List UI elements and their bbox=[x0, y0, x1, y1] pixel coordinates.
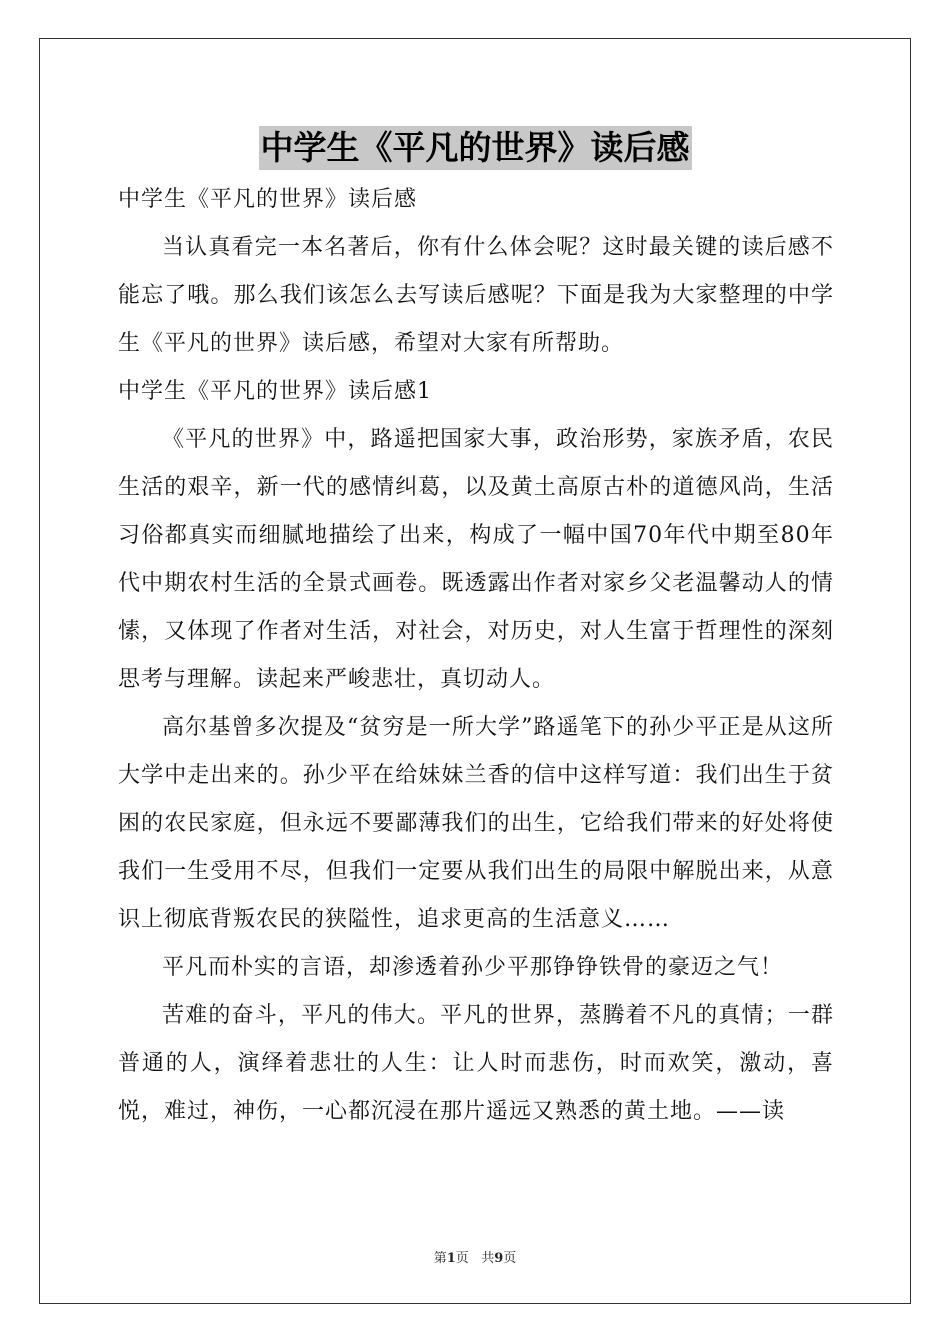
document-title: 中学生《平凡的世界》读后感 bbox=[259, 126, 692, 170]
total-suffix: 页 bbox=[503, 1251, 517, 1266]
body-paragraph: 高尔基曾多次提及“贫穷是一所大学”路遥笔下的孙少平正是从这所大学中走出来的。孙少平在给妹妹兰香的信中这样写道：我们出生于贫困的农民家庭，但永远不要鄙薄我们的出生，它给我们带来的好处将使我们一生受用不尽，但我们一定要从我们出生的局限中解脱出来，从意识上彻底背叛农民的狭隘性，追求更高的生活意义…… bbox=[118, 715, 834, 932]
title-container bbox=[0, 126, 950, 170]
page-footer bbox=[0, 1247, 950, 1266]
section-heading: 中学生《平凡的世界》读后感 bbox=[118, 187, 418, 212]
document-body bbox=[118, 176, 834, 1136]
body-paragraph: 《平凡的世界》中，路遥把国家大事，政治形势，家族矛盾，农民生活的艰辛，新一代的感情纠葛，以及黄土高原古朴的道德风尚，生活习俗都真实而细腻地描绘了出来，构成了一幅中国70年代中期至80年代中期农村生活的全景式画卷。既透露出作者对家乡父老温馨动人的情愫，又体现了作者对生活，对社会，对历史，对人生富于哲理性的深刻思考与理解。读起来严峻悲壮，真切动人。 bbox=[118, 427, 834, 692]
section-heading: 中学生《平凡的世界》读后感1 bbox=[118, 379, 432, 404]
page-prefix: 第 bbox=[433, 1251, 447, 1266]
body-paragraph: 平凡而朴实的言语，却渗透着孙少平那铮铮铁骨的豪迈之气！ bbox=[162, 955, 784, 980]
body-paragraph: 当认真看完一本名著后，你有什么体会呢？这时最关键的读后感不能忘了哦。那么我们该怎么去写读后感呢？下面是我为大家整理的中学生《平凡的世界》读后感，希望对大家有所帮助。 bbox=[118, 235, 834, 356]
page-total: 9 bbox=[494, 1251, 504, 1266]
page-current: 1 bbox=[446, 1251, 456, 1266]
body-paragraph: 苦难的奋斗，平凡的伟大。平凡的世界，蒸腾着不凡的真情；一群普通的人，演绎着悲壮的人生：让人时而悲伤，时而欢笑，激动，喜悦，难过，神伤，一心都沉浸在那片遥远又熟悉的黄土地。——读 bbox=[118, 1003, 834, 1124]
total-prefix: 共 bbox=[481, 1251, 495, 1266]
page-suffix: 页 bbox=[455, 1251, 469, 1266]
